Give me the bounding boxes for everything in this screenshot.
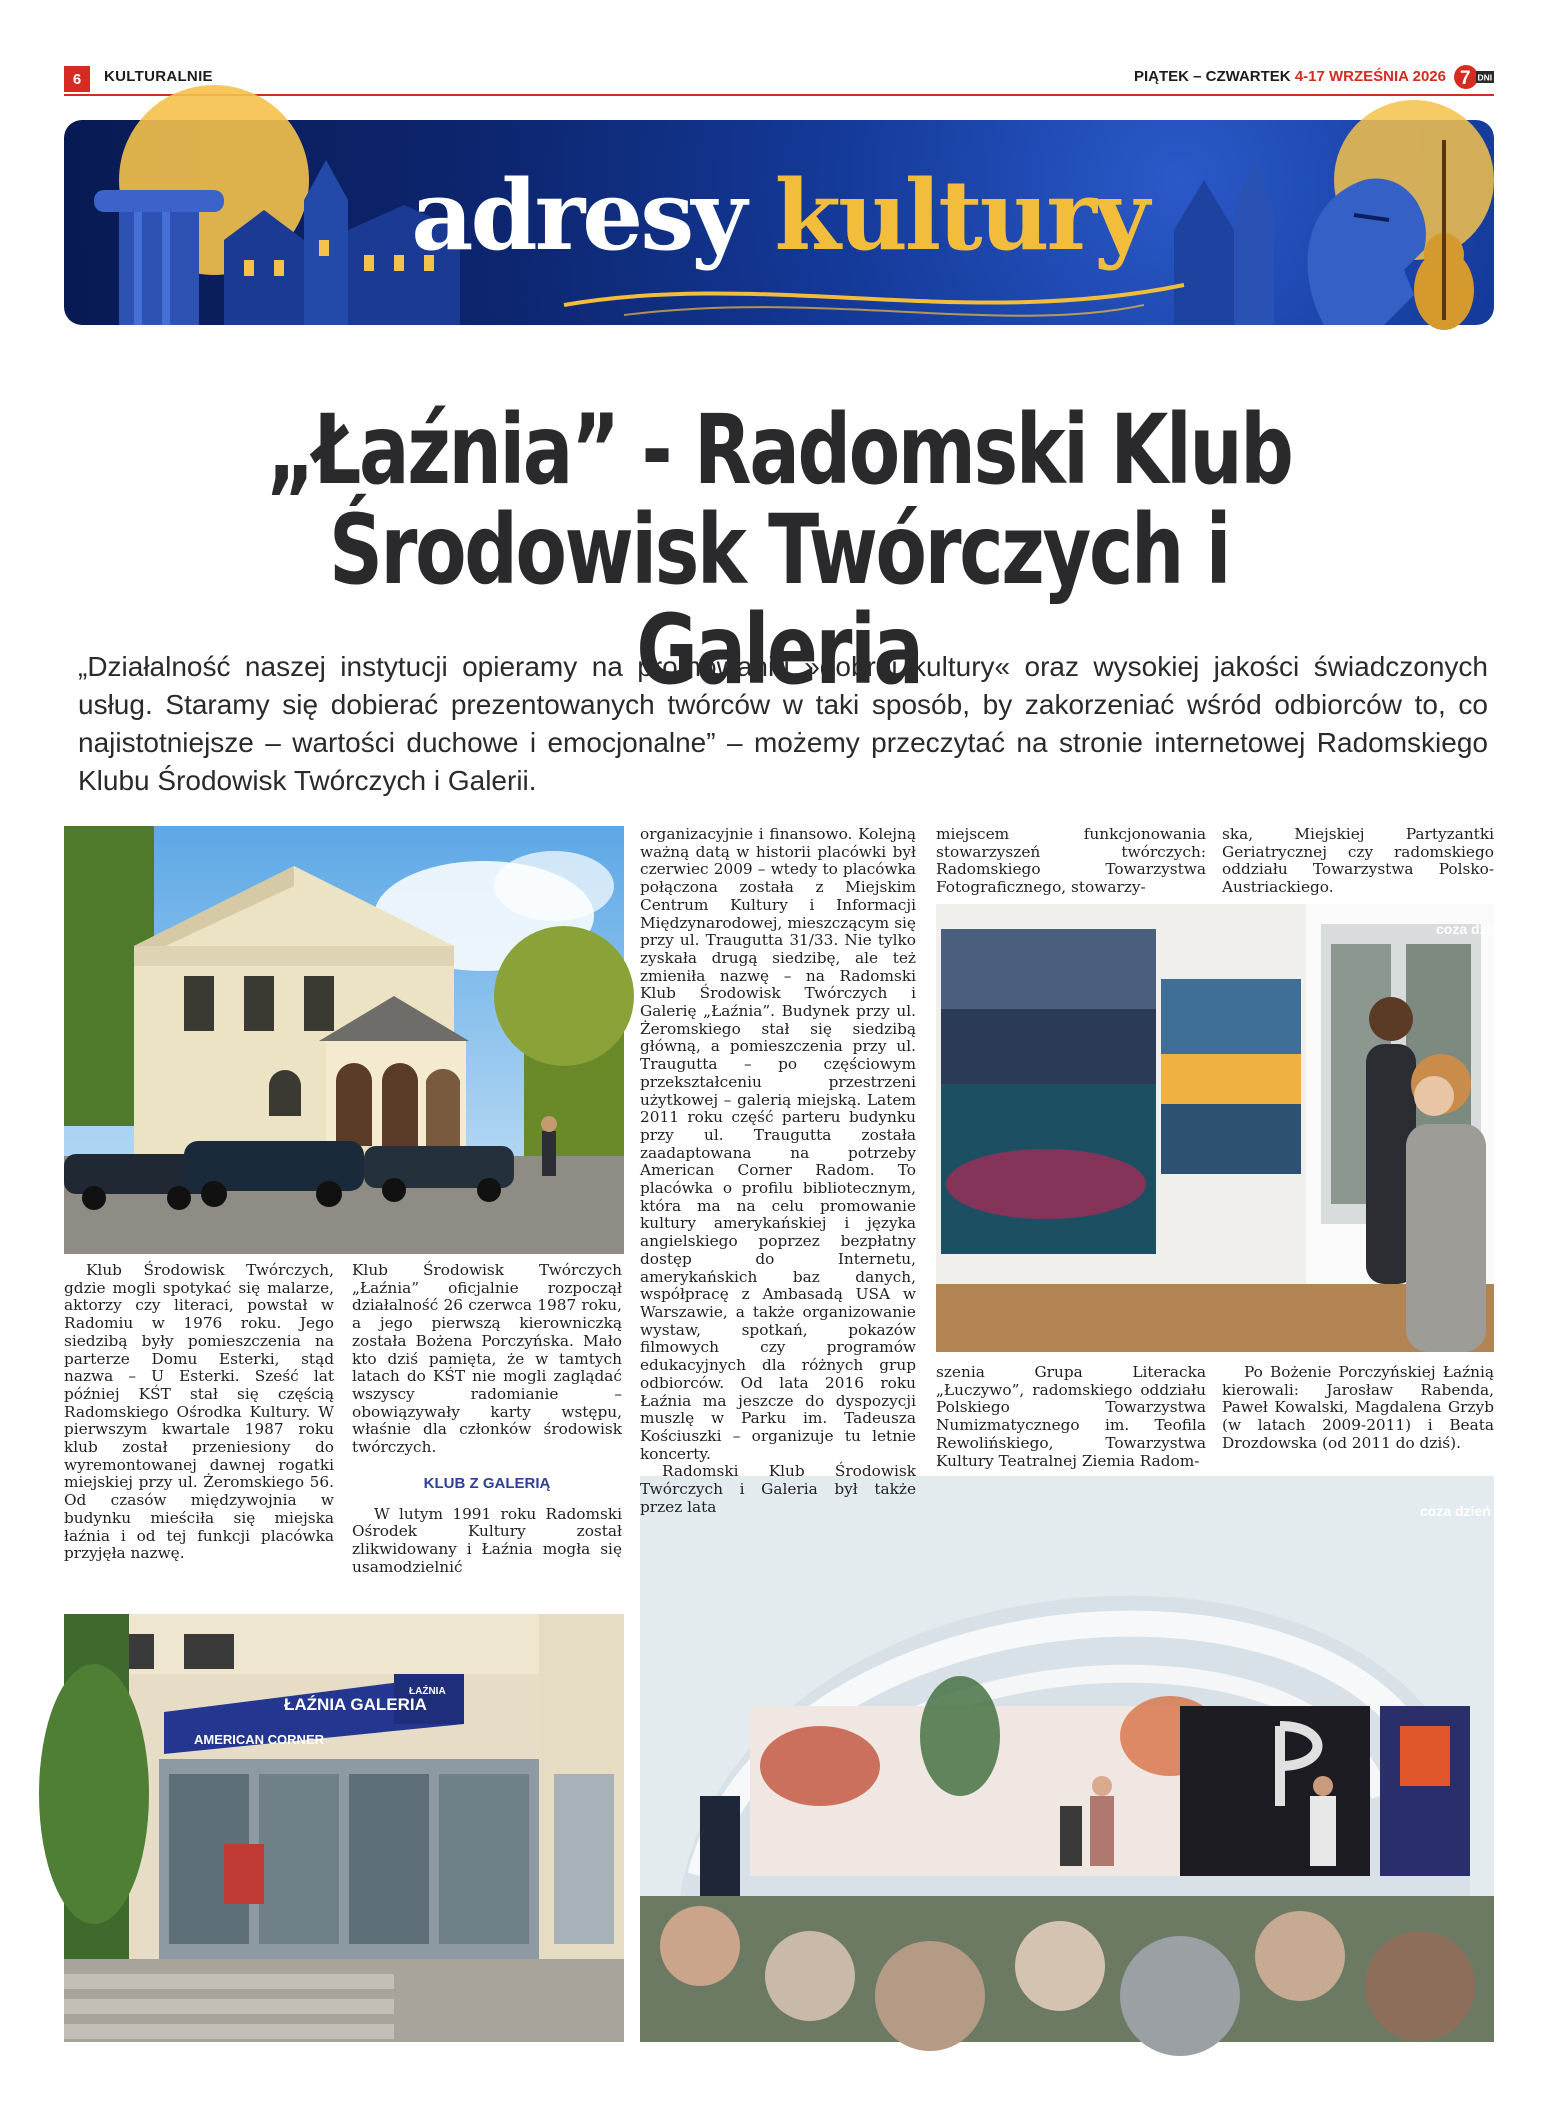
photo-gallery bbox=[936, 904, 1507, 1352]
title-line-1: „Łaźnia” - Radomski Klub bbox=[266, 394, 1292, 506]
logo-text: DNI bbox=[1477, 72, 1493, 83]
column-2-paragraph-2: W lutym 1991 roku Radomski Ośrodek Kultury został zlikwidowany i Łaźnia mogła się usamodzielnić bbox=[352, 1504, 622, 1576]
photo-american-corner bbox=[64, 1614, 624, 2042]
concert-watermark: coza dzień bbox=[1420, 1503, 1491, 1519]
text-column-5-bottom bbox=[1222, 1364, 1494, 1453]
page-number: 6 bbox=[64, 66, 90, 92]
header-rule bbox=[64, 94, 1494, 96]
text-column-4-bottom bbox=[936, 1364, 1206, 1470]
sign-plate: ŁAŹNIA bbox=[409, 1686, 446, 1697]
issue-date bbox=[1134, 68, 1446, 85]
column-3-paragraph-1: organizacyjnie i finansowo. Kolejną ważną datą w historii placówki był czerwiec 2009 – wtedy to placówka połączona została z Miejskim Centrum Kultury i Informacji Międzynarodowej, mieszczącym się przy ul. Traugutta 31/33. Nie tylko zyskała drugą siedzibę, ale też zmieniła nazwę – na Radomski Klub Środowisk Twórczych i Galerię „Łaźnia”. Budynek przy ul. Żeromskiego stał się siedzibą główną, a pomieszczenia przy ul. Traugutta – po częściowym przekształceniu przestrzeni użytkowej – galerią miejską. Latem 2011 roku część parteru budynku przy ul. Traugutta została zaadaptowana na potrzeby American Corner Radom. To placówka o profilu bibliotecznym, która ma na celu promowanie kultury amerykańskiej i języka angielskiego poprzez bezpłatny dostęp do Internetu, amerykańskich baz danych, współpracę z Ambasadą USA w Warszawie, a także organizowanie wystaw, spotkań, pokazów filmowych czy programów edukacyjnych dla różnych grup odbiorców. Od lata 2016 roku Łaźnia ma jeszcze do dyspozycji muszlę w Parku im. Tadeusza Kościuszki – organizuje tu letnie koncerty. bbox=[640, 825, 916, 1463]
column-3-paragraph-2: Radomski Klub Środowisk Twórczych i Galeria był także przez lata bbox=[640, 1462, 916, 1516]
column-4-top-paragraph: miejscem funkcjonowania stowarzyszeń twórczych: Radomskiego Towarzystwa Fotograficznego, stowarzy- bbox=[936, 825, 1206, 897]
column-4-bottom-paragraph: szenia Grupa Literacka „Łuczywo”, radomskiego oddziału Polskiego Towarzystwa Numizmatycznego im. Teofila Rewolińskiego, Towarzystwa Kultury Teatralnej Ziemia Radom- bbox=[936, 1363, 1206, 1470]
banner-title bbox=[64, 159, 1494, 272]
banner-word-2: kultury bbox=[774, 159, 1147, 272]
column-5-bottom-paragraph: Po Bożenie Porczyńskiej Łaźnią kierowali: Jarosław Rabenda, Paweł Kowalski, Magdalena Grzyb (w latach 2009-2011) i Beata Drozdowska (od 2011 do dziś). bbox=[1222, 1363, 1494, 1452]
text-column-3 bbox=[640, 826, 916, 1516]
title-line-2: Środowisk Twórczych i Galeria bbox=[328, 494, 1230, 706]
date-range: 4-17 WRZEŚNIA 2026 bbox=[1294, 68, 1446, 85]
text-column-1 bbox=[64, 1262, 334, 1563]
svg-text:7: 7 bbox=[1460, 68, 1471, 89]
text-column-2 bbox=[352, 1262, 622, 1577]
gallery-watermark: coza dzień bbox=[1436, 921, 1507, 937]
photo-concert bbox=[640, 1476, 1494, 2042]
sign-sub: AMERICAN CORNER bbox=[194, 1732, 324, 1747]
photo-building bbox=[64, 826, 624, 1254]
section-label: KULTURALNIE bbox=[104, 68, 213, 85]
text-column-5-top bbox=[1222, 826, 1494, 897]
date-prefix: PIĄTEK – CZWARTEK bbox=[1133, 68, 1291, 85]
subheading-klub-z-galeria: KLUB Z GALERIĄ bbox=[423, 1474, 551, 1492]
sign-main: ŁAŹNIA GALERIA bbox=[284, 1695, 427, 1714]
column-2-paragraph-1: Klub Środowisk Twórczych „Łaźnia” oficjalnie rozpoczął działalność 26 czerwca 1987 roku, a jego pierwszą kierowniczką została Bożena Porczyńska. Mało kto dziś pamięta, że w tamtych latach do KŚT nie mogli zaglądać wszyscy radomianie – obowiązywały karty wstępu, właśnie dla członków środowisk twórczych. bbox=[352, 1261, 622, 1457]
banner-word-1: adresy bbox=[411, 159, 745, 272]
section-banner bbox=[64, 120, 1494, 325]
text-column-4-top bbox=[936, 826, 1206, 897]
article-lead: „Działalność naszej instytucji opieramy na promowaniu »dobrej kultury« oraz wysokiej jakości świadczonych usług. Staramy się dobierać prezentowanych twórców w taki sposób, by zakorzeniać wśród odbiorców to, co najistotniejsze – wartości duchowe i emocjonalne” – możemy przeczytać na stronie internetowej Radomskiego Klubu Środowisk Twórczych i Galerii. bbox=[78, 651, 1488, 796]
column-1-paragraph: Klub Środowisk Twórczych, gdzie mogli spotykać się malarze, aktorzy czy literaci, powstał w Radomiu w 1976 roku. Jego siedzibą były pomieszczenia na parterze Domu Esterki, stąd nazwa – U Esterki. Sześć lat później KŚT stał się częścią Radomskiego Ośrodka Kultury. W pierwszym kwartale 1987 roku klub został przeniesiony do wyremontowanej dawnej rogatki miejskiej przy ul. Żeromskiego 56. Od czasów międzywojnia w budynku mieściła się miejska łaźnia i od tej funkcji placówka przyjęła nazwę. bbox=[64, 1261, 334, 1563]
column-5-top-paragraph: ska, Miejskiej Partyzantki Geriatrycznej czy radomskiego oddziału Towarzystwa Polsko-Austriackiego. bbox=[1222, 825, 1494, 897]
newspaper-logo bbox=[1454, 64, 1494, 90]
